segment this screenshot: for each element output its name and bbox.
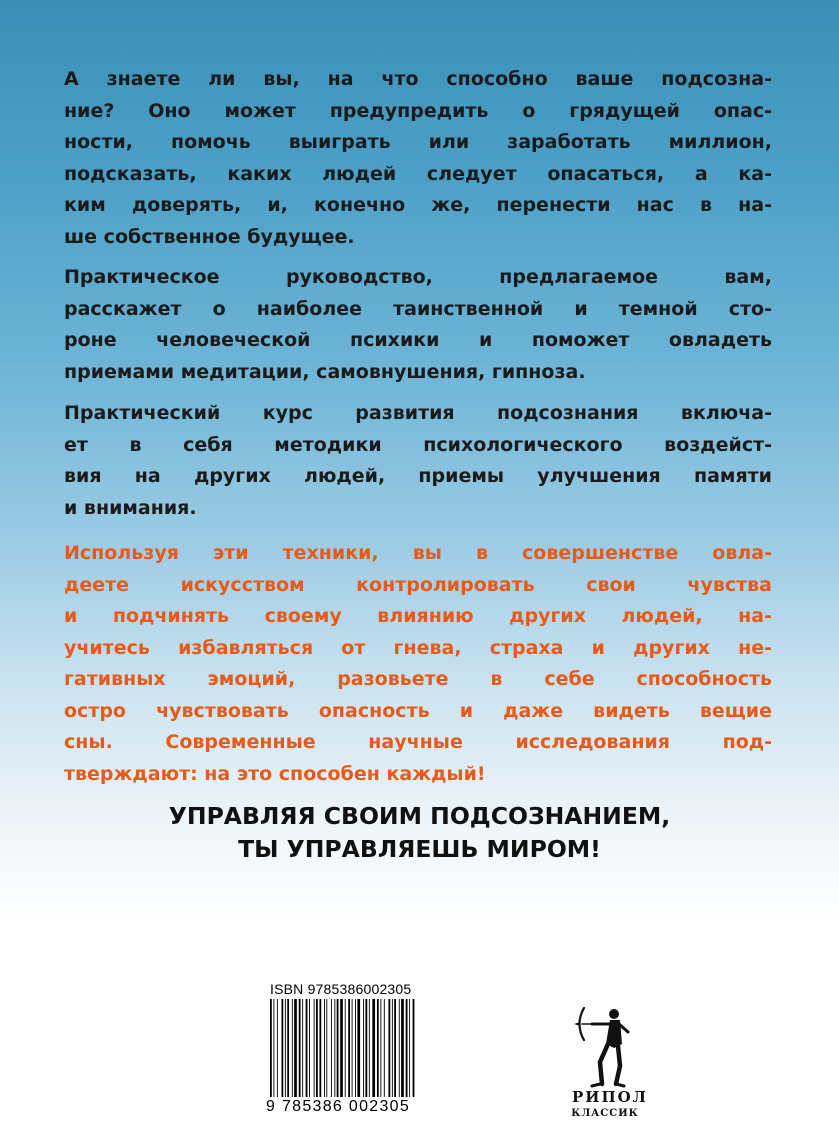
barcode-bar bbox=[337, 999, 339, 1097]
text-line: ет в себя методики психологического воздейст- bbox=[64, 433, 772, 456]
barcode-bar bbox=[324, 999, 325, 1097]
isbn-digits: 9 785386 002305 bbox=[266, 1098, 411, 1115]
barcode-bar bbox=[380, 999, 381, 1097]
barcode-bar bbox=[285, 999, 286, 1097]
barcode-bar bbox=[406, 999, 408, 1097]
barcode-bar bbox=[352, 999, 353, 1097]
text-line: Используя эти техники, вы в совершенстве овла- bbox=[64, 542, 772, 564]
text-line: тверждают: на это способен каждый! bbox=[64, 762, 486, 785]
text-line: ким доверять, и, конечно же, перенести нас в на- bbox=[64, 194, 772, 216]
barcode-bar bbox=[306, 999, 308, 1097]
text-line: А знаете ли вы, на что способно ваше подсозна- bbox=[64, 68, 772, 90]
barcode-bar bbox=[394, 999, 396, 1097]
text-line: сны. Современные научные исследования под- bbox=[64, 731, 772, 753]
barcode-bar bbox=[355, 999, 356, 1097]
barcode-bar bbox=[365, 999, 367, 1097]
barcode-bar bbox=[399, 999, 400, 1097]
barcode-bar bbox=[302, 999, 303, 1097]
barcode-bar bbox=[345, 999, 346, 1097]
text-line: расскажет о наиболее таинственной и темной сто- bbox=[64, 297, 772, 320]
text-line: гативных эмоций, разовьете в себе способность bbox=[64, 668, 772, 690]
text-line: учитесь избавляться от гнева, страха и других не- bbox=[64, 636, 772, 659]
text-line: приемами медитации, самовнушения, гипноза. bbox=[64, 360, 586, 383]
barcode-bar bbox=[331, 999, 332, 1097]
publisher-sub: КЛАССИК bbox=[571, 1108, 639, 1119]
barcode-icon bbox=[268, 999, 418, 1103]
barcode-bar bbox=[287, 999, 289, 1097]
barcode-bar bbox=[401, 999, 404, 1097]
barcode-bar bbox=[377, 999, 379, 1097]
barcode-bar bbox=[384, 999, 385, 1097]
slogan-line: ТЫ УПРАВЛЯЕШЬ МИРОМ! bbox=[238, 835, 601, 863]
barcode-bar bbox=[294, 999, 297, 1097]
text-line: Практический курс развития подсознания включа- bbox=[64, 402, 772, 424]
text-line: ние? Оно может предупредить о грядущей опас- bbox=[64, 99, 772, 122]
barcode-bar bbox=[369, 999, 370, 1097]
slogan bbox=[0, 800, 839, 866]
barcode-bar bbox=[392, 999, 393, 1097]
barcode-bar bbox=[334, 999, 335, 1097]
barcode-bar bbox=[292, 999, 293, 1097]
text-line: деете искусством контролировать свои чувства bbox=[64, 573, 772, 596]
barcode-bar bbox=[277, 999, 278, 1097]
publisher-name: РИПОЛ bbox=[572, 1088, 648, 1106]
text-line: ше собственное будущее. bbox=[64, 225, 355, 248]
text-line: вия на других людей, приемы улучшения памяти bbox=[64, 465, 772, 487]
barcode-bar bbox=[326, 999, 327, 1097]
text-line: остро чувствовать опасность и даже видеть вещие bbox=[64, 699, 772, 722]
text-line: Практическое руководство, предлагаемое вам, bbox=[64, 266, 772, 288]
barcode-bar bbox=[319, 999, 321, 1097]
barcode-bar bbox=[348, 999, 350, 1097]
barcode-bar bbox=[413, 999, 415, 1097]
barcode-bar bbox=[363, 999, 364, 1097]
barcode-bar bbox=[282, 999, 284, 1097]
paragraph-intro bbox=[64, 64, 772, 253]
barcode-bar bbox=[372, 999, 375, 1097]
barcode-bar bbox=[299, 999, 301, 1097]
text-line: и внимания. bbox=[64, 496, 197, 519]
barcode-bar bbox=[388, 999, 390, 1097]
text-line: подсказать, каких людей следует опасаться, а ка- bbox=[64, 162, 772, 185]
text-line: ности, помочь выиграть или заработать миллион, bbox=[64, 131, 772, 153]
slogan-line: УПРАВЛЯЯ СВОИМ ПОДСОЗНАНИЕМ, bbox=[168, 802, 671, 830]
paragraph-course bbox=[64, 398, 772, 524]
isbn-label: ISBN 9785386002305 bbox=[270, 981, 412, 997]
barcode-bar bbox=[409, 999, 410, 1097]
paragraph-guide bbox=[64, 262, 772, 388]
text-line: роне человеческой психики и поможет овладеть bbox=[64, 329, 772, 351]
archer-logo-icon bbox=[570, 1000, 640, 1088]
text-line: и подчинять своему влиянию других людей, на- bbox=[64, 605, 772, 627]
barcode-bar bbox=[357, 999, 360, 1097]
barcode-bar bbox=[314, 999, 315, 1097]
barcode-bar bbox=[316, 999, 318, 1097]
barcode-bar bbox=[340, 999, 343, 1097]
paragraph-techniques bbox=[64, 538, 772, 790]
barcode-bar bbox=[309, 999, 310, 1097]
barcode-bar bbox=[270, 999, 272, 1097]
barcode-bar bbox=[273, 999, 274, 1097]
